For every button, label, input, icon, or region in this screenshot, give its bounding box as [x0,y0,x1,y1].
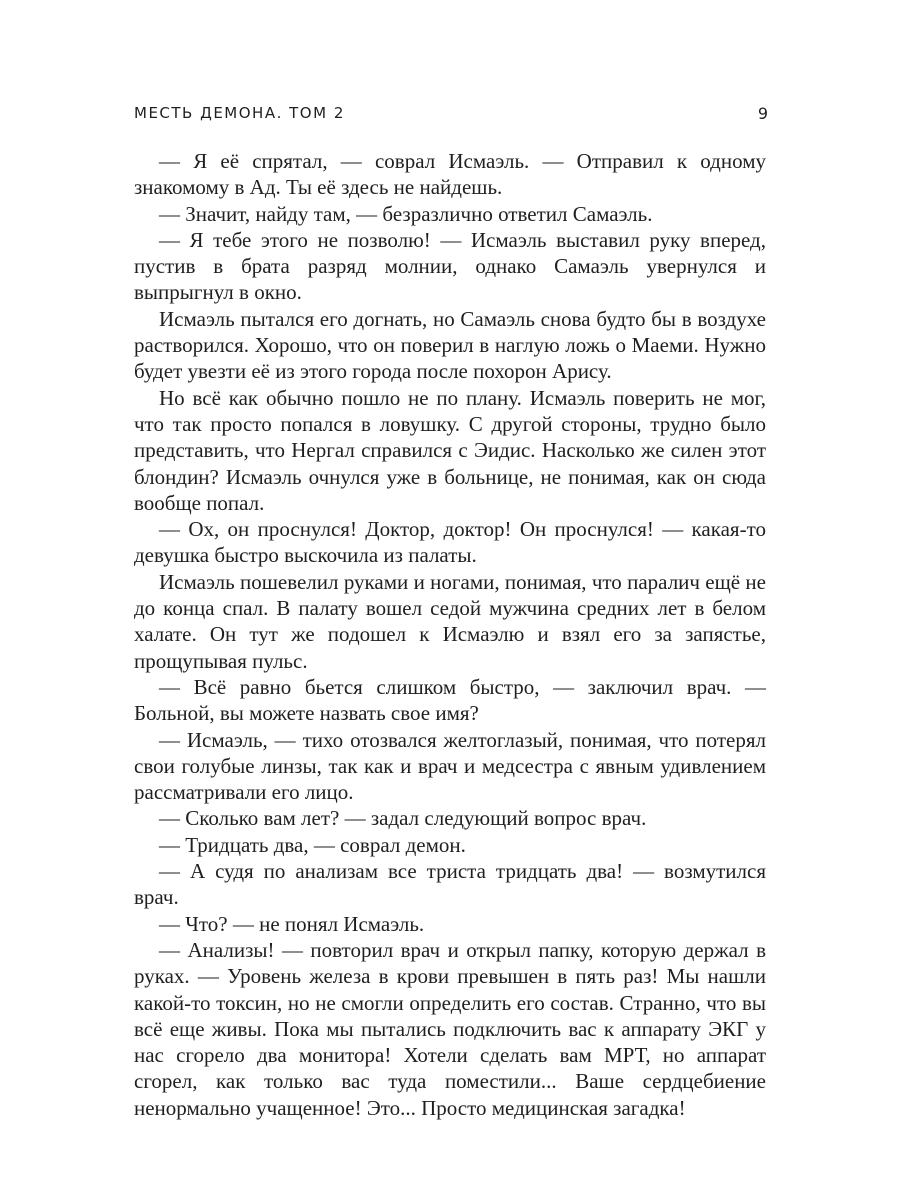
text-body [134,148,766,1121]
running-title: МЕСТЬ ДЕМОНА. ТОМ 2 [134,104,345,122]
paragraph: — Тридцать два, — соврал демон. [159,832,466,857]
paragraph: Исмаэль пытался его догнать, но Самаэль снова будто бы в воздухе растворился. Хорошо, что он поверил в наглую ложь о Маеми. Нужно будет увезти её из этого города после похорон Арису. [134,306,766,384]
paragraph: — Сколько вам лет? — задал следующий вопрос врач. [159,806,647,831]
paragraph: Но всё как обычно пошло не по плану. Исмаэль поверить не мог, что так просто попался в ловушку. С другой стороны, трудно было представить, что Нергал справился с Эидис. Насколько же силен этот блондин? Исмаэль очнулся уже в больнице, не понимая, как он сюда вообще попал. [134,385,766,515]
paragraph: — Всё равно бьется слишком быстро, — заключил врач. — Больной, вы можете назвать свое имя? [134,674,766,726]
paragraph: — Ох, он проснулся! Доктор, доктор! Он проснулся! — какая-то девушка быстро выскочила из палаты. [134,517,766,568]
page-number: 9 [757,104,768,123]
paragraph: Исмаэль пошевелил руками и ногами, понимая, что паралич ещё не до конца спал. В палату вошел седой мужчина средних лет в белом халате. Он тут же подошел к Исмаэлю и взял его за запястье, прощупывая пульс. [134,569,766,673]
paragraph: — Я её спрятал, — соврал Исмаэль. — Отправил к одному знакомому в Ад. Ты её здесь не найдешь. [134,149,766,200]
paragraph: — Я тебе этого не позволю! — Исмаэль выставил руку вперед, пустив в брата разряд молнии, однако Самаэль увернулся и выпрыгнул в окно. [134,227,766,305]
paragraph: — Значит, найду там, — безразлично ответил Самаэль. [159,201,653,226]
paragraph: — Анализы! — повторил врач и открыл папку, которую держал в руках. — Уровень железа в крови превышен в пять раз! Мы нашли какой-то токсин, но не смогли определить его состав. Странно, что вы всё еще живы. Пока мы пытались подключить вас к аппарату ЭКГ у нас сгорело два монитора! Хотели сделать вам МРТ, но аппарат сгорел, как только вас туда поместили... Ваше сердцебиение ненормально учащенное! Это... Просто медицинская загадка! [134,937,766,1120]
paragraph: — Что? — не понял Исмаэль. [159,911,425,936]
paragraph: — Исмаэль, — тихо отозвался желтоглазый, понимая, что потерял свои голубые линзы, так как и врач и медсестра с явным удивлением рассматривали его лицо. [134,727,766,805]
paragraph: — А судя по анализам все триста тридцать два! — возмутился врач. [134,859,766,910]
